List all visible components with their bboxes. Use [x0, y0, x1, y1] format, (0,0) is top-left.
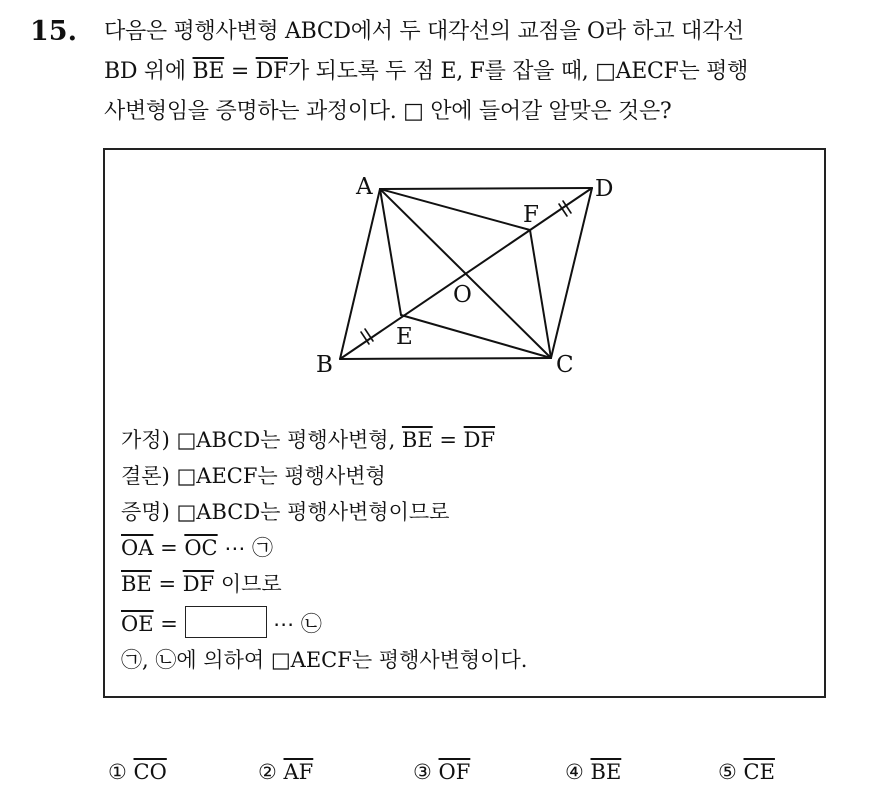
- proof-conclusion: 결론) □AECF는 평행사변형: [121, 464, 386, 488]
- step-3-marker: ⋯ ㉡: [266, 612, 322, 636]
- vertex-label-b: B: [316, 352, 333, 378]
- question-line-1: 다음은 평행사변형 ABCD에서 두 대각선의 교점을 O라 하고 대각선: [104, 19, 744, 44]
- segment-df: $\overline{DF}$: [463, 428, 496, 452]
- choice-2[interactable]: [258, 760, 313, 784]
- segment-be: $\overline{BE}$: [121, 572, 152, 596]
- question-line-2-prefix: BD 위에: [104, 59, 193, 84]
- equals-sign: =: [153, 612, 185, 636]
- choice-4-number: ④: [565, 760, 584, 784]
- vertex-label-f: F: [523, 202, 539, 228]
- vertex-label-o: O: [453, 282, 472, 308]
- proof-step-2: [121, 568, 282, 598]
- side-cf: [530, 230, 551, 358]
- segment-oa: $\overline{OA}$: [121, 536, 154, 560]
- vertex-label-a: A: [356, 174, 373, 200]
- choice-5-number: ⑤: [718, 760, 737, 784]
- segment-be: $\overline{BE}$: [401, 428, 433, 452]
- side-da: [380, 188, 592, 189]
- choice-3-segment: $\overline{OF}$: [438, 760, 471, 784]
- proof-final: ㉠, ㉡에 의하여 □AECF는 평행사변형이다.: [121, 648, 528, 672]
- equals-sign: =: [151, 572, 183, 596]
- segment-oe: $\overline{OE}$: [121, 612, 154, 636]
- vertex-label-c: C: [556, 352, 574, 378]
- choice-1[interactable]: [108, 760, 167, 784]
- answer-blank-box: [185, 606, 267, 638]
- tick-marks-be: [361, 329, 373, 344]
- choice-4[interactable]: [565, 760, 621, 784]
- equals-sign: =: [153, 536, 185, 560]
- segment-df: $\overline{DF}$: [255, 59, 288, 84]
- choice-3[interactable]: [413, 760, 470, 784]
- equals-sign: =: [432, 428, 464, 452]
- proof-step-3: [121, 606, 322, 638]
- side-bc: [340, 358, 551, 359]
- question-line-2-suffix: 가 되도록 두 점 E, F를 잡을 때, □AECF는 평행: [287, 59, 749, 84]
- choice-3-number: ③: [413, 760, 432, 784]
- question-line-2: [104, 54, 748, 85]
- hypothesis-text: 가정) □ABCD는 평행사변형,: [121, 428, 402, 452]
- segment-df: $\overline{DF}$: [182, 572, 215, 596]
- equals-sign: =: [224, 59, 256, 84]
- choice-1-segment: $\overline{CO}$: [133, 760, 167, 784]
- segment-be: $\overline{BE}$: [192, 59, 225, 84]
- question-number: 15.: [30, 16, 77, 47]
- proof-intro: 증명) □ABCD는 평행사변형이므로: [121, 500, 450, 524]
- choice-5[interactable]: [718, 760, 775, 784]
- proof-box: [103, 148, 826, 698]
- segment-oc: $\overline{OC}$: [184, 536, 218, 560]
- choice-5-segment: $\overline{CE}$: [743, 760, 775, 784]
- side-fa: [380, 189, 530, 230]
- choice-1-number: ①: [108, 760, 127, 784]
- vertex-label-e: E: [396, 324, 413, 350]
- side-ab: [340, 189, 380, 359]
- proof-hypothesis: [121, 424, 495, 454]
- choice-4-segment: $\overline{BE}$: [590, 760, 622, 784]
- step-2-suffix: 이므로: [214, 572, 282, 596]
- choice-2-number: ②: [258, 760, 277, 784]
- choice-2-segment: $\overline{AF}$: [283, 760, 314, 784]
- step-1-marker: ⋯ ㉠: [217, 536, 273, 560]
- question-line-3: 사변형임을 증명하는 과정이다. □ 안에 들어갈 알맞은 것은?: [104, 99, 672, 124]
- proof-step-1: [121, 532, 273, 562]
- vertex-label-d: D: [595, 176, 614, 202]
